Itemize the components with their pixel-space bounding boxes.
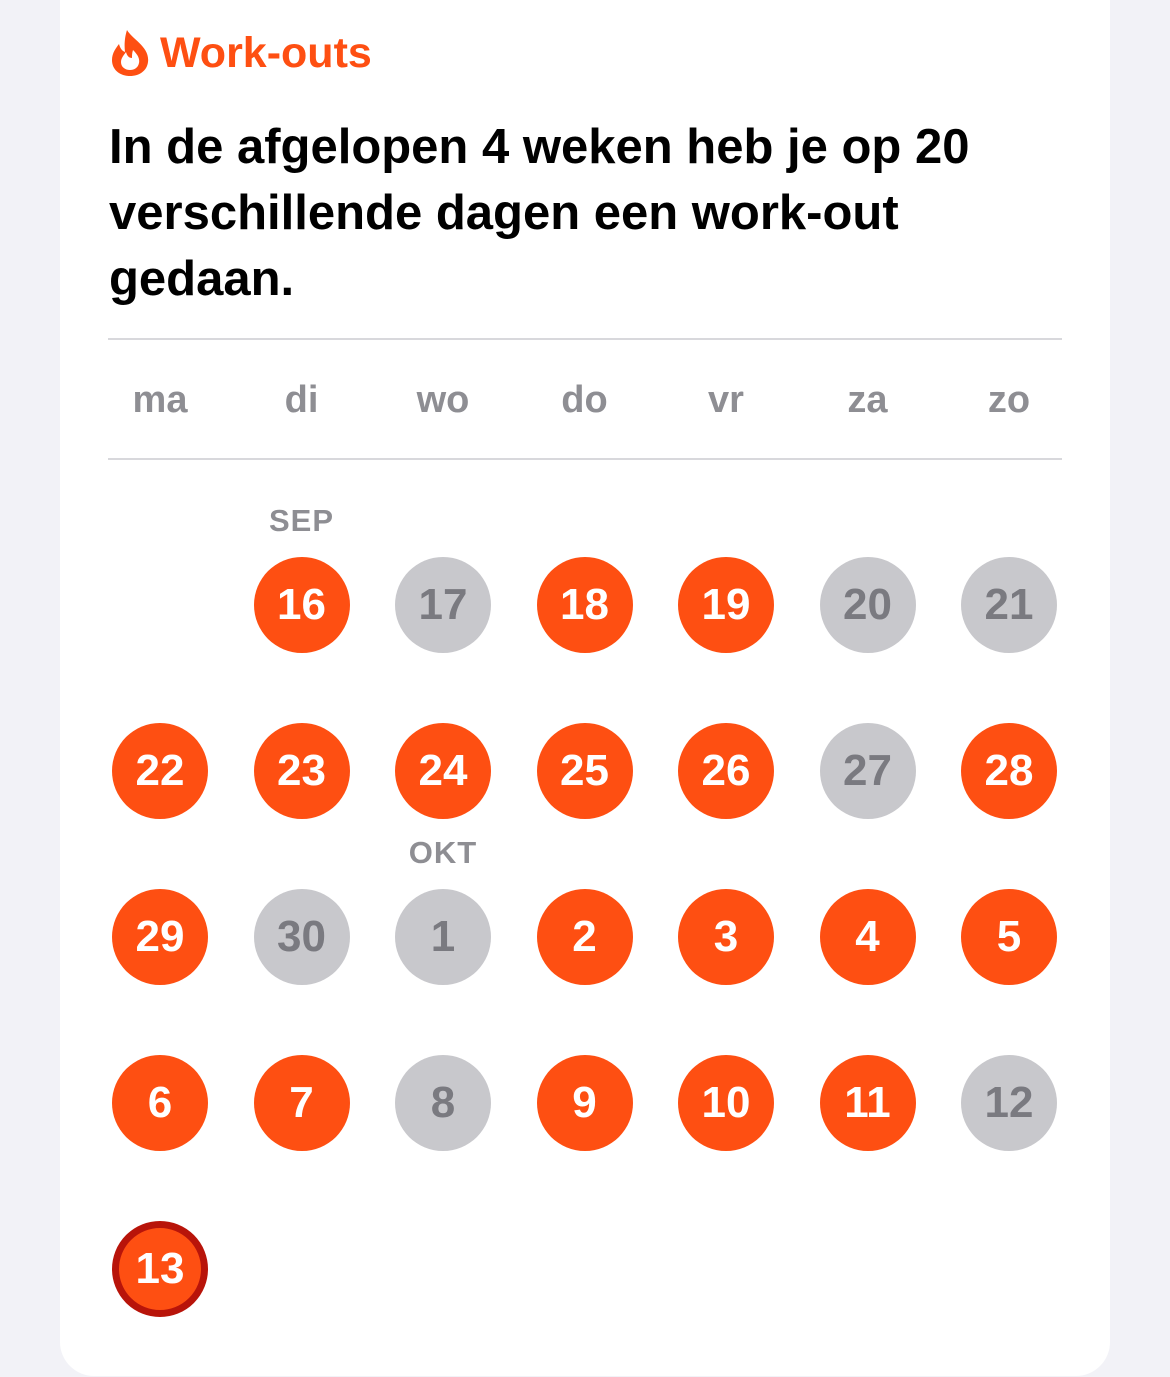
weekday-label-di: di — [284, 379, 319, 421]
calendar-day: 18 — [537, 557, 633, 653]
calendar-day: 4 — [820, 889, 916, 985]
calendar-day: 8 — [395, 1055, 491, 1151]
calendar-day: 19 — [678, 557, 774, 653]
calendar-day: 12 — [961, 1055, 1057, 1151]
flame-icon — [110, 28, 150, 78]
month-label: SEP — [268, 503, 335, 538]
calendar-day: 6 — [112, 1055, 208, 1151]
weekday-label-ma: ma — [132, 379, 188, 421]
weekday-label-vr: vr — [708, 379, 744, 421]
calendar-day: 26 — [678, 723, 774, 819]
calendar-day: 23 — [254, 723, 350, 819]
divider — [108, 338, 1062, 340]
calendar-day: 2 — [537, 889, 633, 985]
calendar-day: 16 — [254, 557, 350, 653]
calendar-day: 28 — [961, 723, 1057, 819]
weekday-label-za: za — [847, 379, 888, 421]
month-label: OKT — [408, 835, 478, 870]
calendar-day: 24 — [395, 723, 491, 819]
weekday-label-do: do — [561, 379, 608, 421]
divider — [108, 458, 1062, 460]
calendar-day: 10 — [678, 1055, 774, 1151]
calendar-day-today: 13 — [112, 1221, 208, 1317]
calendar-day: 21 — [961, 557, 1057, 653]
calendar-day: 3 — [678, 889, 774, 985]
calendar-day: 29 — [112, 889, 208, 985]
weekday-label-wo: wo — [416, 379, 470, 421]
workout-summary: In de afgelopen 4 weken heb je op 20 verschillende dagen een work-out gedaan. — [109, 120, 970, 306]
weekday-label-zo: zo — [987, 379, 1031, 421]
calendar-day: 30 — [254, 889, 350, 985]
calendar-day: 25 — [537, 723, 633, 819]
calendar-day: 20 — [820, 557, 916, 653]
calendar-day: 9 — [537, 1055, 633, 1151]
calendar-day: 27 — [820, 723, 916, 819]
calendar-day: 22 — [112, 723, 208, 819]
calendar-day: 1 — [395, 889, 491, 985]
calendar-day: 17 — [395, 557, 491, 653]
calendar-day: 11 — [820, 1055, 916, 1151]
card-title: Work-outs — [160, 29, 372, 77]
calendar-day: 7 — [254, 1055, 350, 1151]
card-header — [110, 26, 372, 80]
calendar-day: 5 — [961, 889, 1057, 985]
